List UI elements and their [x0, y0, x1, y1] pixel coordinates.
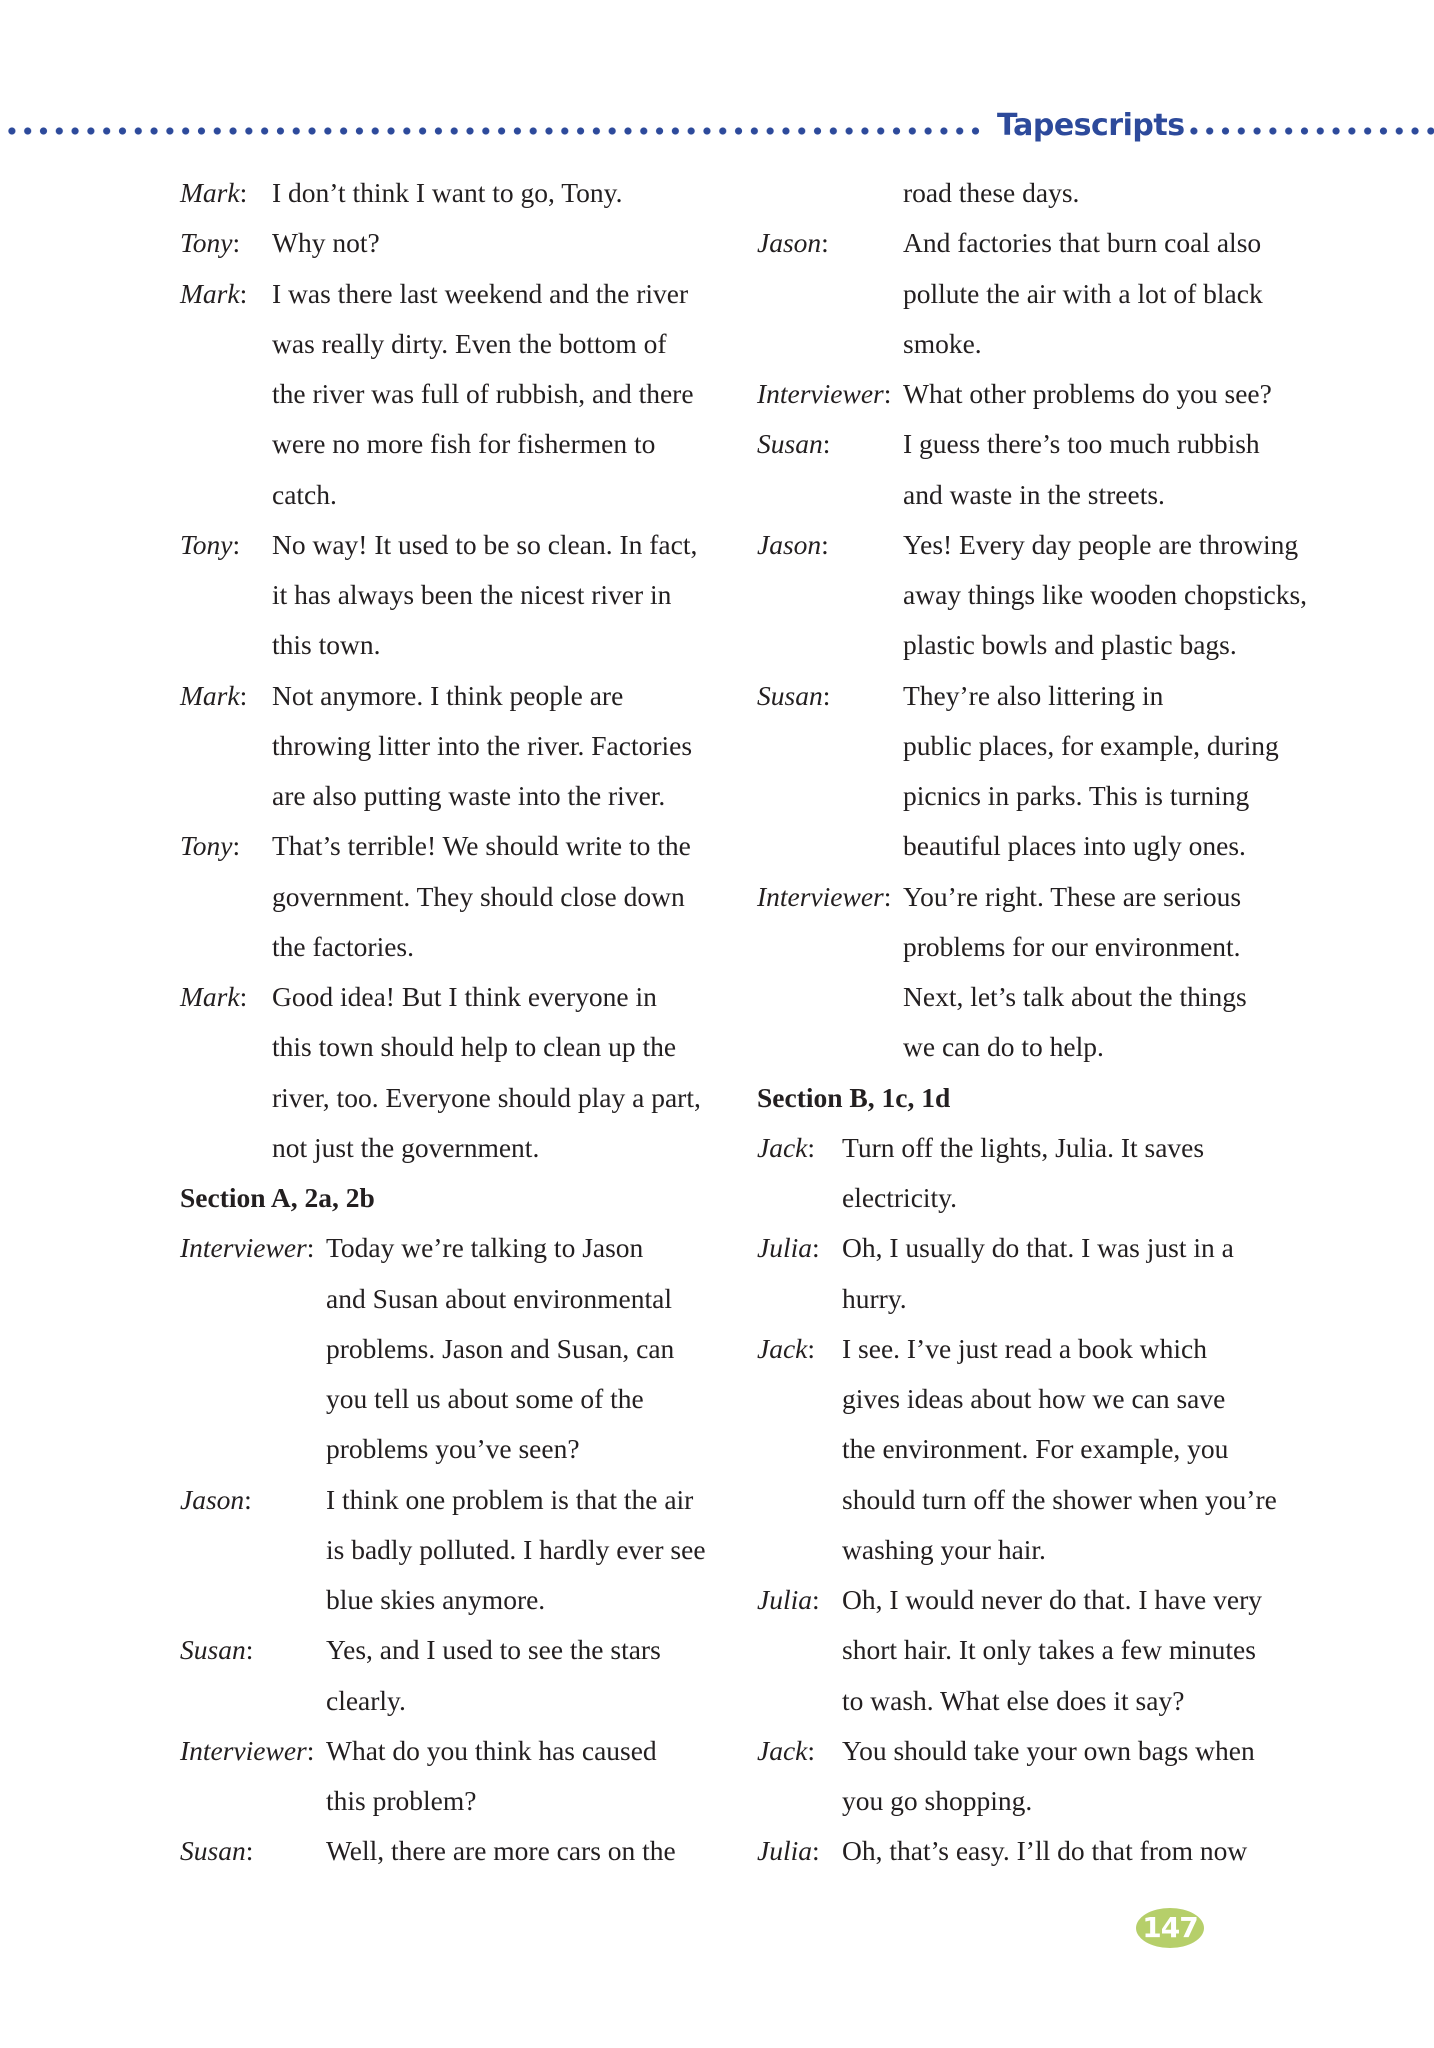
dialogue-text: And factories that burn coal also	[903, 227, 1262, 259]
dialogue-line	[757, 872, 1317, 922]
dialogue-line	[180, 1324, 720, 1374]
dialogue-line	[757, 1525, 1317, 1575]
dialogue-line	[757, 1575, 1317, 1625]
speaker-label: Interviewer:	[180, 1232, 315, 1264]
dialogue-line	[757, 520, 1317, 570]
speaker-label: Interviewer:	[180, 1734, 315, 1766]
speaker-name: Jason	[180, 1483, 245, 1515]
dialogue-line	[180, 1676, 720, 1726]
dialogue-line	[757, 922, 1317, 972]
dialogue-text: Turn off the lights, Julia. It saves	[842, 1131, 1205, 1163]
dialogue-text: and waste in the streets.	[903, 478, 1165, 510]
speaker-name: Julia	[757, 1584, 812, 1615]
dialogue-line	[757, 620, 1317, 670]
speaker-name: Susan	[180, 1835, 246, 1867]
dialogue-line	[757, 1676, 1317, 1726]
dialogue-text: are also putting waste into the river.	[272, 780, 666, 811]
speaker-label: Julia:	[757, 1232, 820, 1264]
dialogue-text: You should take your own bags when	[842, 1734, 1255, 1766]
speaker-name: Susan	[180, 1634, 246, 1666]
dialogue-text: river, too. Everyone should play a part,	[272, 1081, 701, 1113]
dialogue-line	[757, 1374, 1317, 1424]
dialogue-line	[757, 972, 1317, 1022]
speaker-label: Susan:	[757, 679, 831, 711]
speaker-name: Mark	[180, 981, 240, 1012]
dialogue-text: this problem?	[326, 1785, 477, 1816]
page-number-badge: 147	[1136, 1908, 1204, 1948]
header-title: Tapescripts	[997, 108, 1185, 143]
dialogue-text: road these days.	[903, 177, 1080, 208]
dialogue-text: away things like wooden chopsticks,	[903, 579, 1308, 610]
dialogue-line	[757, 419, 1317, 469]
dialogue-text: Yes, and I used to see the stars	[326, 1634, 661, 1666]
dialogue-line	[180, 1776, 720, 1826]
dialogue-line	[757, 1173, 1317, 1223]
speaker-name: Tony	[180, 227, 233, 259]
dialogue-text: I don’t think I want to go, Tony.	[272, 177, 623, 208]
dialogue-line	[180, 821, 720, 871]
dialogue-line	[180, 1123, 720, 1173]
dotted-rule-left	[4, 126, 984, 136]
dialogue-line	[757, 721, 1317, 771]
dialogue-block	[180, 168, 720, 1173]
dialogue-line	[180, 1022, 720, 1072]
dialogue-text: this town should help to clean up the	[272, 1031, 677, 1063]
dialogue-text: Next, let’s talk about the things	[903, 981, 1247, 1012]
speaker-label: Mark:	[180, 277, 248, 309]
right-column	[757, 168, 1317, 1877]
dialogue-line	[180, 1726, 720, 1776]
dialogue-text: throwing litter into the river. Factories	[272, 729, 693, 761]
dialogue-line	[757, 1324, 1317, 1374]
dialogue-text: I think one problem is that the air	[326, 1483, 694, 1515]
dialogue-text: washing your hair.	[842, 1533, 1046, 1565]
dialogue-text: public places, for example, during	[903, 729, 1279, 761]
dialogue-line	[180, 319, 720, 369]
speaker-name: Jason	[757, 528, 822, 560]
page-header	[0, 108, 1434, 148]
dialogue-text: should turn off the shower when you’re	[842, 1483, 1277, 1515]
dialogue-text: gives ideas about how we can save	[842, 1383, 1226, 1414]
dialogue-line	[180, 1575, 720, 1625]
dialogue-line	[180, 721, 720, 771]
dialogue-text: short hair. It only takes a few minutes	[842, 1634, 1256, 1666]
dialogue-line	[180, 1625, 720, 1675]
dialogue-text: Not anymore. I think people are	[272, 679, 624, 711]
dialogue-line	[757, 319, 1317, 369]
dialogue-line	[757, 369, 1317, 419]
left-column	[180, 168, 720, 1877]
dialogue-line	[757, 1625, 1317, 1675]
dialogue-text: were no more fish for fishermen to	[272, 428, 656, 460]
speaker-name: Mark	[180, 277, 240, 309]
speaker-name: Jack	[757, 1131, 808, 1163]
speaker-name: Jason	[757, 227, 822, 259]
speaker-name: Tony	[180, 528, 233, 560]
dialogue-text: blue skies anymore.	[326, 1584, 546, 1615]
dialogue-line	[757, 1726, 1317, 1776]
dialogue-line	[757, 1123, 1317, 1173]
dialogue-text: That’s terrible! We should write to the	[272, 830, 691, 862]
speaker-label: Julia:	[757, 1835, 820, 1867]
dialogue-text: Today we’re talking to Jason	[326, 1232, 644, 1264]
dialogue-line	[180, 972, 720, 1022]
dialogue-text: I was there last weekend and the river	[272, 277, 689, 309]
dialogue-text: electricity.	[842, 1182, 958, 1213]
speaker-label: Jason:	[757, 528, 829, 560]
dialogue-text: problems for our environment.	[903, 930, 1241, 962]
dialogue-text: beautiful places into ugly ones.	[903, 830, 1246, 862]
dialogue-text: They’re also littering in	[903, 679, 1164, 711]
speaker-label: Jack:	[757, 1131, 816, 1163]
dialogue-line	[180, 1374, 720, 1424]
dialogue-line	[180, 1073, 720, 1123]
dialogue-text: Oh, I usually do that. I was just in a	[842, 1232, 1234, 1264]
dialogue-text: this town.	[272, 629, 381, 661]
dialogue-line	[180, 1826, 720, 1876]
dialogue-line	[757, 1826, 1317, 1876]
speaker-name: Susan	[757, 679, 823, 711]
dialogue-line	[757, 821, 1317, 871]
speaker-name: Interviewer	[757, 880, 884, 912]
dialogue-text: What do you think has caused	[326, 1734, 657, 1766]
dialogue-text: and Susan about environmental	[326, 1282, 672, 1314]
speaker-label: Tony:	[180, 528, 241, 560]
dialogue-line	[180, 1223, 720, 1273]
speaker-label: Susan:	[180, 1634, 254, 1666]
dialogue-text: pollute the air with a lot of black	[903, 277, 1263, 309]
dialogue-text: No way! It used to be so clean. In fact,	[272, 528, 698, 560]
dialogue-line	[180, 620, 720, 670]
dialogue-line	[180, 419, 720, 469]
dialogue-text: clearly.	[326, 1684, 406, 1716]
dialogue-line	[757, 218, 1317, 268]
dialogue-text: we can do to help.	[903, 1031, 1104, 1063]
speaker-label: Interviewer:	[757, 378, 892, 409]
dialogue-line	[757, 1424, 1317, 1474]
dialogue-text: smoke.	[903, 327, 982, 359]
dialogue-text: Why not?	[272, 227, 380, 259]
dialogue-line	[180, 872, 720, 922]
dialogue-block	[757, 1123, 1317, 1877]
dialogue-text: Good idea! But I think everyone in	[272, 981, 657, 1012]
speaker-label: Julia:	[757, 1584, 820, 1615]
dialogue-text: it has always been the nicest river in	[272, 579, 672, 610]
dialogue-text: Well, there are more cars on the	[326, 1835, 676, 1867]
speaker-name: Tony	[180, 830, 233, 862]
speaker-name: Interviewer	[180, 1734, 307, 1766]
speaker-name: Susan	[757, 428, 823, 460]
dialogue-line	[757, 1022, 1317, 1072]
dialogue-line	[180, 922, 720, 972]
dialogue-block	[757, 168, 1317, 1073]
dialogue-text: not just the government.	[272, 1131, 540, 1163]
speaker-label: Susan:	[180, 1835, 254, 1867]
dialogue-line	[757, 470, 1317, 520]
dialogue-text: You’re right. These are serious	[903, 880, 1242, 912]
dialogue-text: picnics in parks. This is turning	[903, 780, 1250, 811]
speaker-label: Mark:	[180, 679, 248, 711]
dialogue-text: the environment. For example, you	[842, 1433, 1229, 1465]
dialogue-line	[180, 1274, 720, 1324]
dotted-rule-right	[1186, 126, 1434, 136]
speaker-label: Mark:	[180, 981, 248, 1012]
dialogue-text: plastic bowls and plastic bags.	[903, 629, 1237, 661]
speaker-name: Interviewer	[180, 1232, 307, 1264]
dialogue-text: you tell us about some of the	[326, 1383, 644, 1414]
dialogue-text: problems. Jason and Susan, can	[326, 1332, 675, 1364]
speaker-name: Jack	[757, 1332, 808, 1364]
dialogue-line	[757, 671, 1317, 721]
dialogue-line	[180, 369, 720, 419]
dialogue-text: Yes! Every day people are throwing	[903, 528, 1299, 560]
dialogue-line	[757, 1776, 1317, 1826]
dialogue-line	[757, 570, 1317, 620]
dialogue-line	[757, 1475, 1317, 1525]
speaker-label: Jason:	[180, 1483, 252, 1515]
dialogue-line	[180, 1424, 720, 1474]
dialogue-text: government. They should close down	[272, 880, 685, 912]
dialogue-text: hurry.	[842, 1282, 907, 1314]
speaker-label: Susan:	[757, 428, 831, 460]
dialogue-line	[757, 269, 1317, 319]
speaker-name: Mark	[180, 679, 240, 711]
dialogue-line	[757, 771, 1317, 821]
dialogue-line	[180, 520, 720, 570]
dialogue-text: problems you’ve seen?	[326, 1433, 580, 1465]
dialogue-line	[180, 1525, 720, 1575]
dialogue-text: Oh, I would never do that. I have very	[842, 1584, 1263, 1615]
speaker-label: Jason:	[757, 227, 829, 259]
speaker-name: Julia	[757, 1232, 812, 1264]
dialogue-line	[180, 470, 720, 520]
speaker-name: Interviewer	[757, 378, 884, 409]
dialogue-line	[180, 671, 720, 721]
speaker-label: Interviewer:	[757, 880, 892, 912]
speaker-name: Jack	[757, 1734, 808, 1766]
speaker-label: Jack:	[757, 1332, 816, 1364]
dialogue-text: you go shopping.	[842, 1785, 1033, 1816]
dialogue-line	[180, 570, 720, 620]
dialogue-line	[180, 168, 720, 218]
speaker-name: Julia	[757, 1835, 812, 1867]
dialogue-text: What other problems do you see?	[903, 378, 1272, 409]
dialogue-text: Oh, that’s easy. I’ll do that from now	[842, 1835, 1248, 1867]
dialogue-text: catch.	[272, 478, 337, 510]
speaker-label: Mark:	[180, 177, 248, 208]
dialogue-line	[180, 218, 720, 268]
dialogue-line	[757, 1223, 1317, 1273]
section-title: Section A, 2a, 2b	[180, 1182, 375, 1213]
dialogue-line	[180, 771, 720, 821]
section-title: Section B, 1c, 1d	[757, 1081, 951, 1113]
dialogue-line	[180, 1475, 720, 1525]
dialogue-block	[180, 1223, 720, 1876]
dialogue-text: the river was full of rubbish, and there	[272, 378, 694, 409]
speaker-label: Jack:	[757, 1734, 816, 1766]
dialogue-line	[757, 1274, 1317, 1324]
speaker-label: Tony:	[180, 830, 241, 862]
dialogue-text: to wash. What else does it say?	[842, 1684, 1185, 1716]
dialogue-text: is badly polluted. I hardly ever see	[326, 1533, 706, 1565]
dialogue-line	[757, 168, 1317, 218]
dialogue-text: I guess there’s too much rubbish	[903, 428, 1260, 460]
dialogue-text: was really dirty. Even the bottom of	[272, 327, 667, 359]
dialogue-text: the factories.	[272, 930, 415, 962]
dialogue-text: I see. I’ve just read a book which	[842, 1332, 1208, 1364]
dialogue-line	[180, 269, 720, 319]
speaker-label: Tony:	[180, 227, 241, 259]
speaker-name: Mark	[180, 177, 240, 208]
